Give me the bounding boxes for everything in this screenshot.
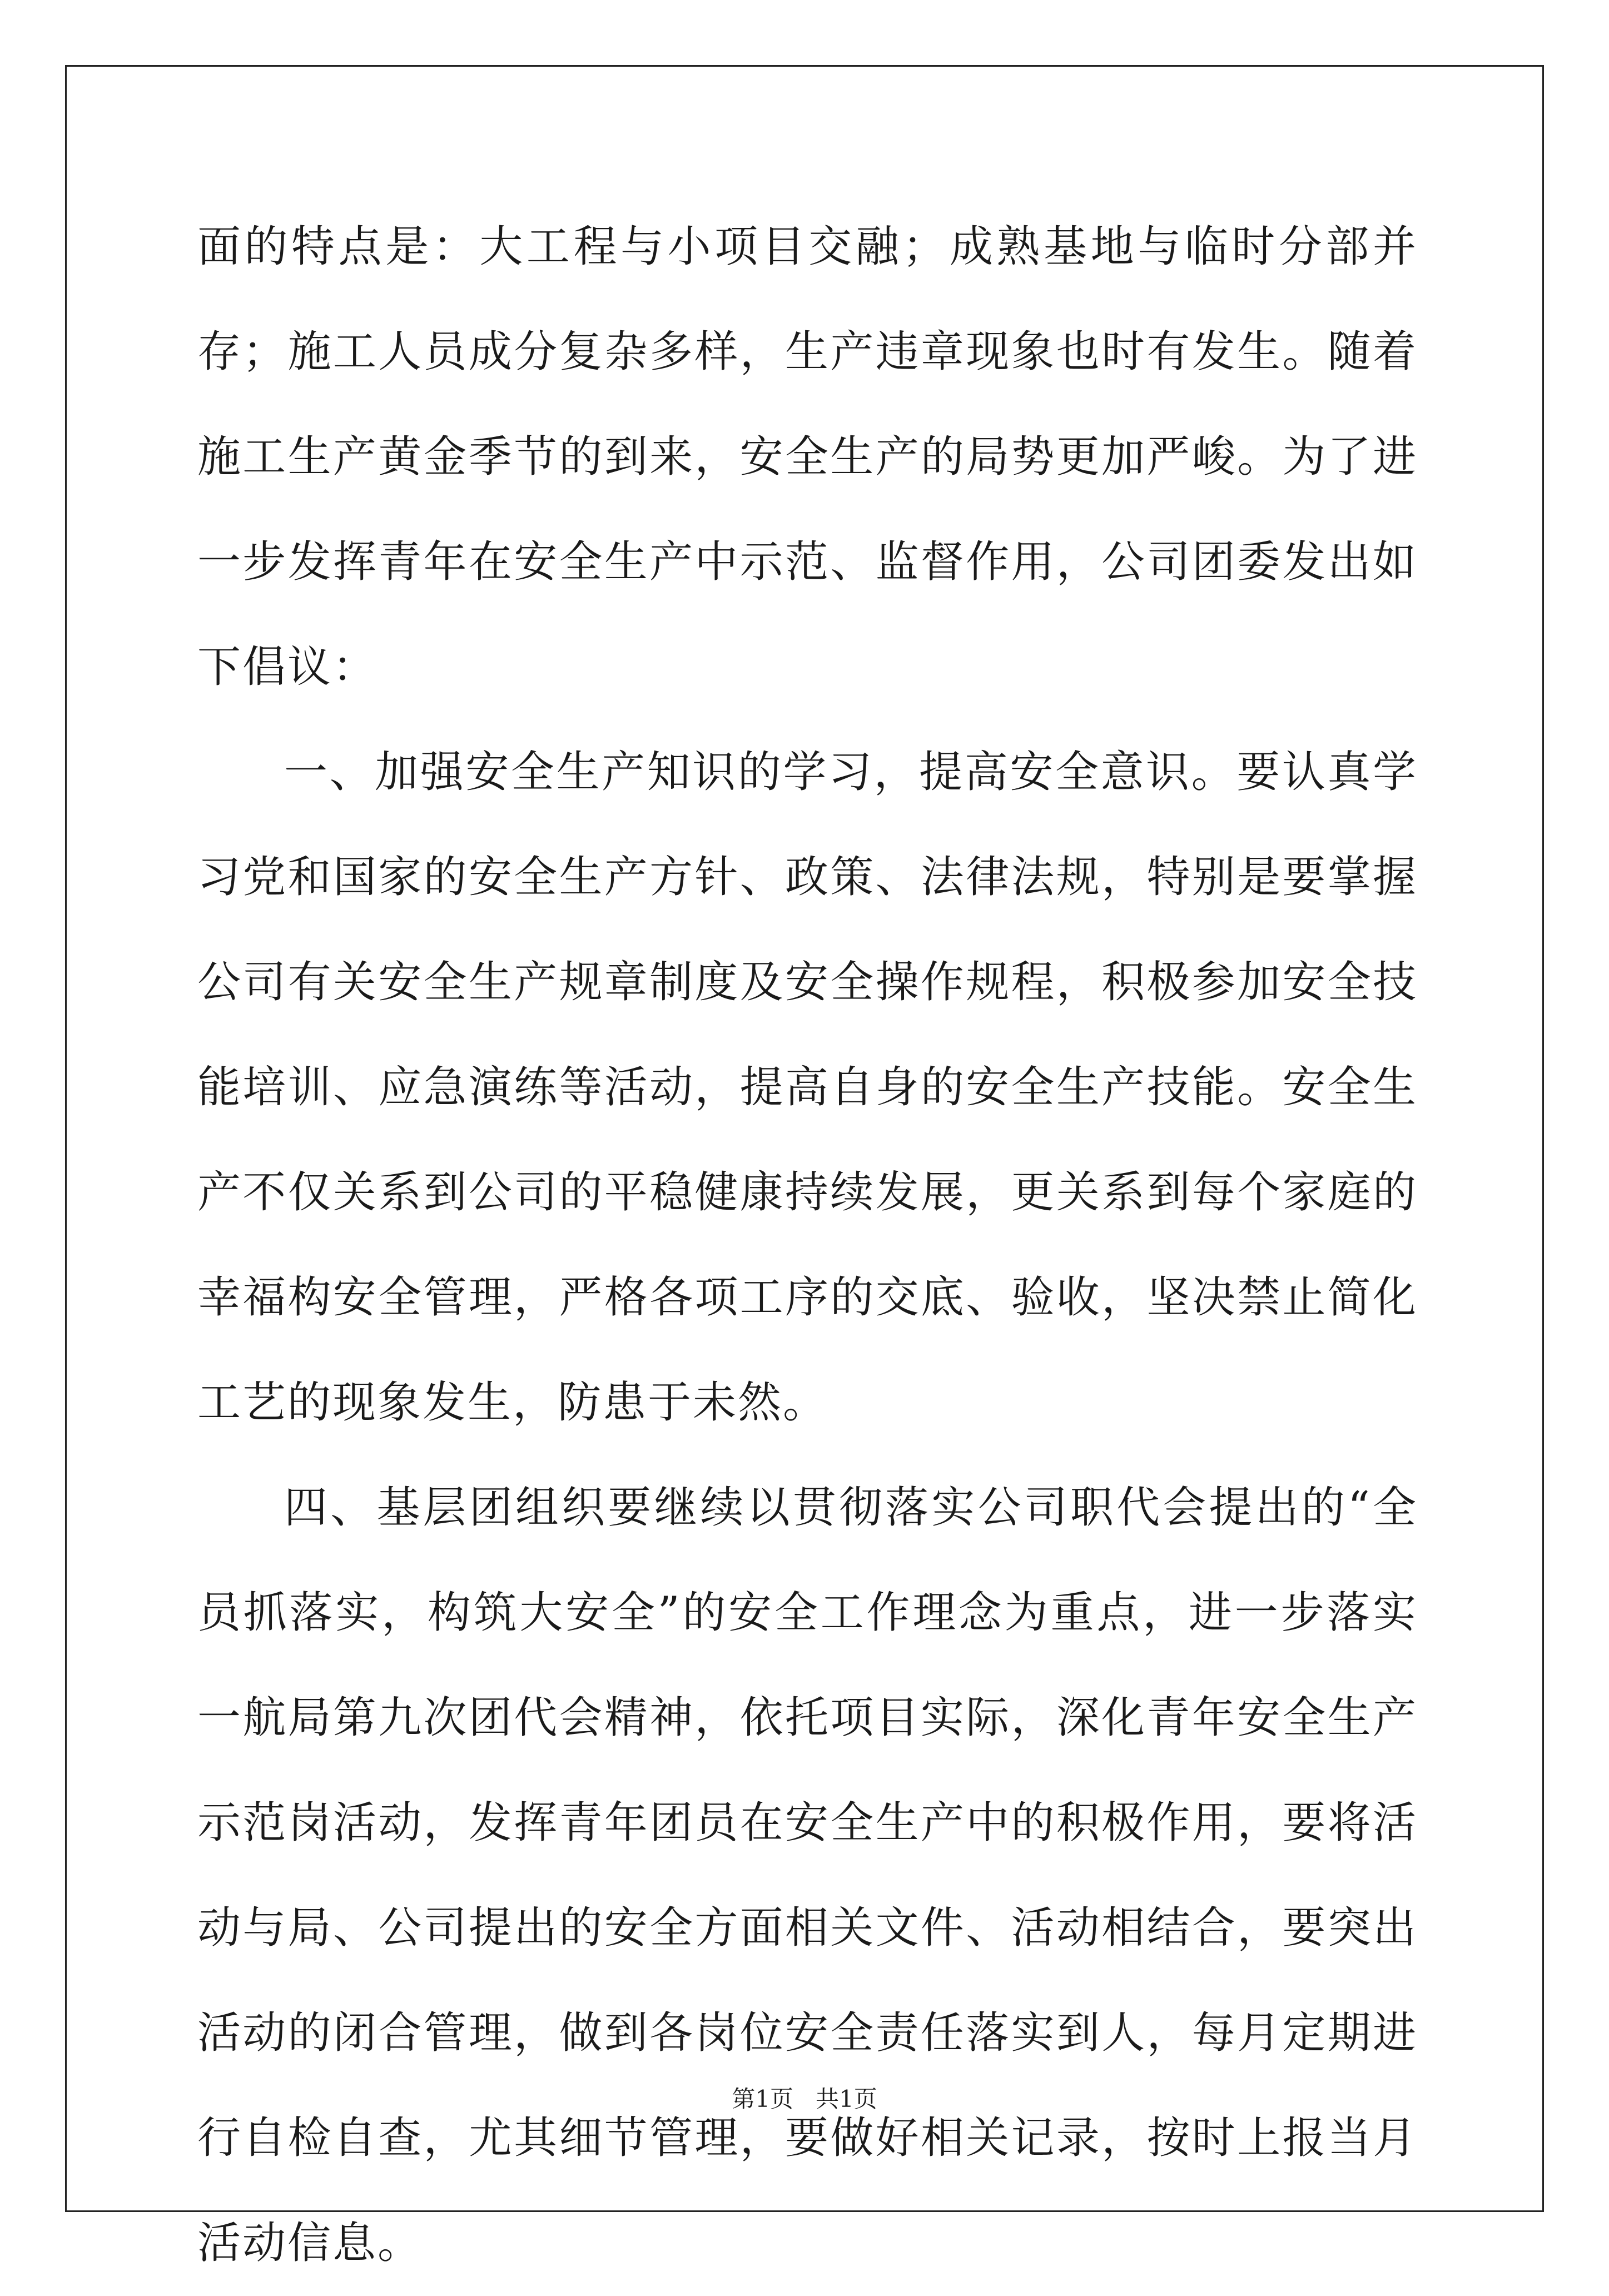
document-body bbox=[197, 195, 1418, 2296]
paragraph-1: 面的特点是：大工程与小项目交融；成熟基地与临时分部并存；施工人员成分复杂多样，生产违章现象也时有发生。随着施工生产黄金季节的到来，安全生产的局势更加严峻。为了进一步发挥青年在安全生产中示范、监督作用，公司团委发出如下倡议： bbox=[197, 222, 1418, 692]
paragraph-3: 四、基层团组织要继续以贯彻落实公司职代会提出的“全员抓落实，构筑大安全”的安全工作理念为重点，进一步落实一航局第九次团代会精神，依托项目实际，深化青年安全生产示范岗活动，发挥青年团员在安全生产中的积极作用，要将活动与局、公司提出的安全方面相关文件、活动相结合，要突出活动的闭合管理，做到各岗位安全责任落实到人，每月定期进行自检自查，尤其细节管理，要做好相关记录，按时上报当月活动信息。 bbox=[197, 1483, 1418, 2268]
paragraph-2: 一、加强安全生产知识的学习，提高安全意识。要认真学习党和国家的安全生产方针、政策、法律法规，特别是要掌握公司有关安全生产规章制度及安全操作规程，积极参加安全技能培训、应急演练等活动，提高自身的安全生产技能。安全生产不仅关系到公司的平稳健康持续发展，更关系到每个家庭的幸福构安全管理，严格各项工序的交底、验收，坚决禁止简化工艺的现象发生，防患于未然。 bbox=[197, 747, 1418, 1428]
page-number-footer: 第1页 共1页 bbox=[732, 2085, 877, 2113]
